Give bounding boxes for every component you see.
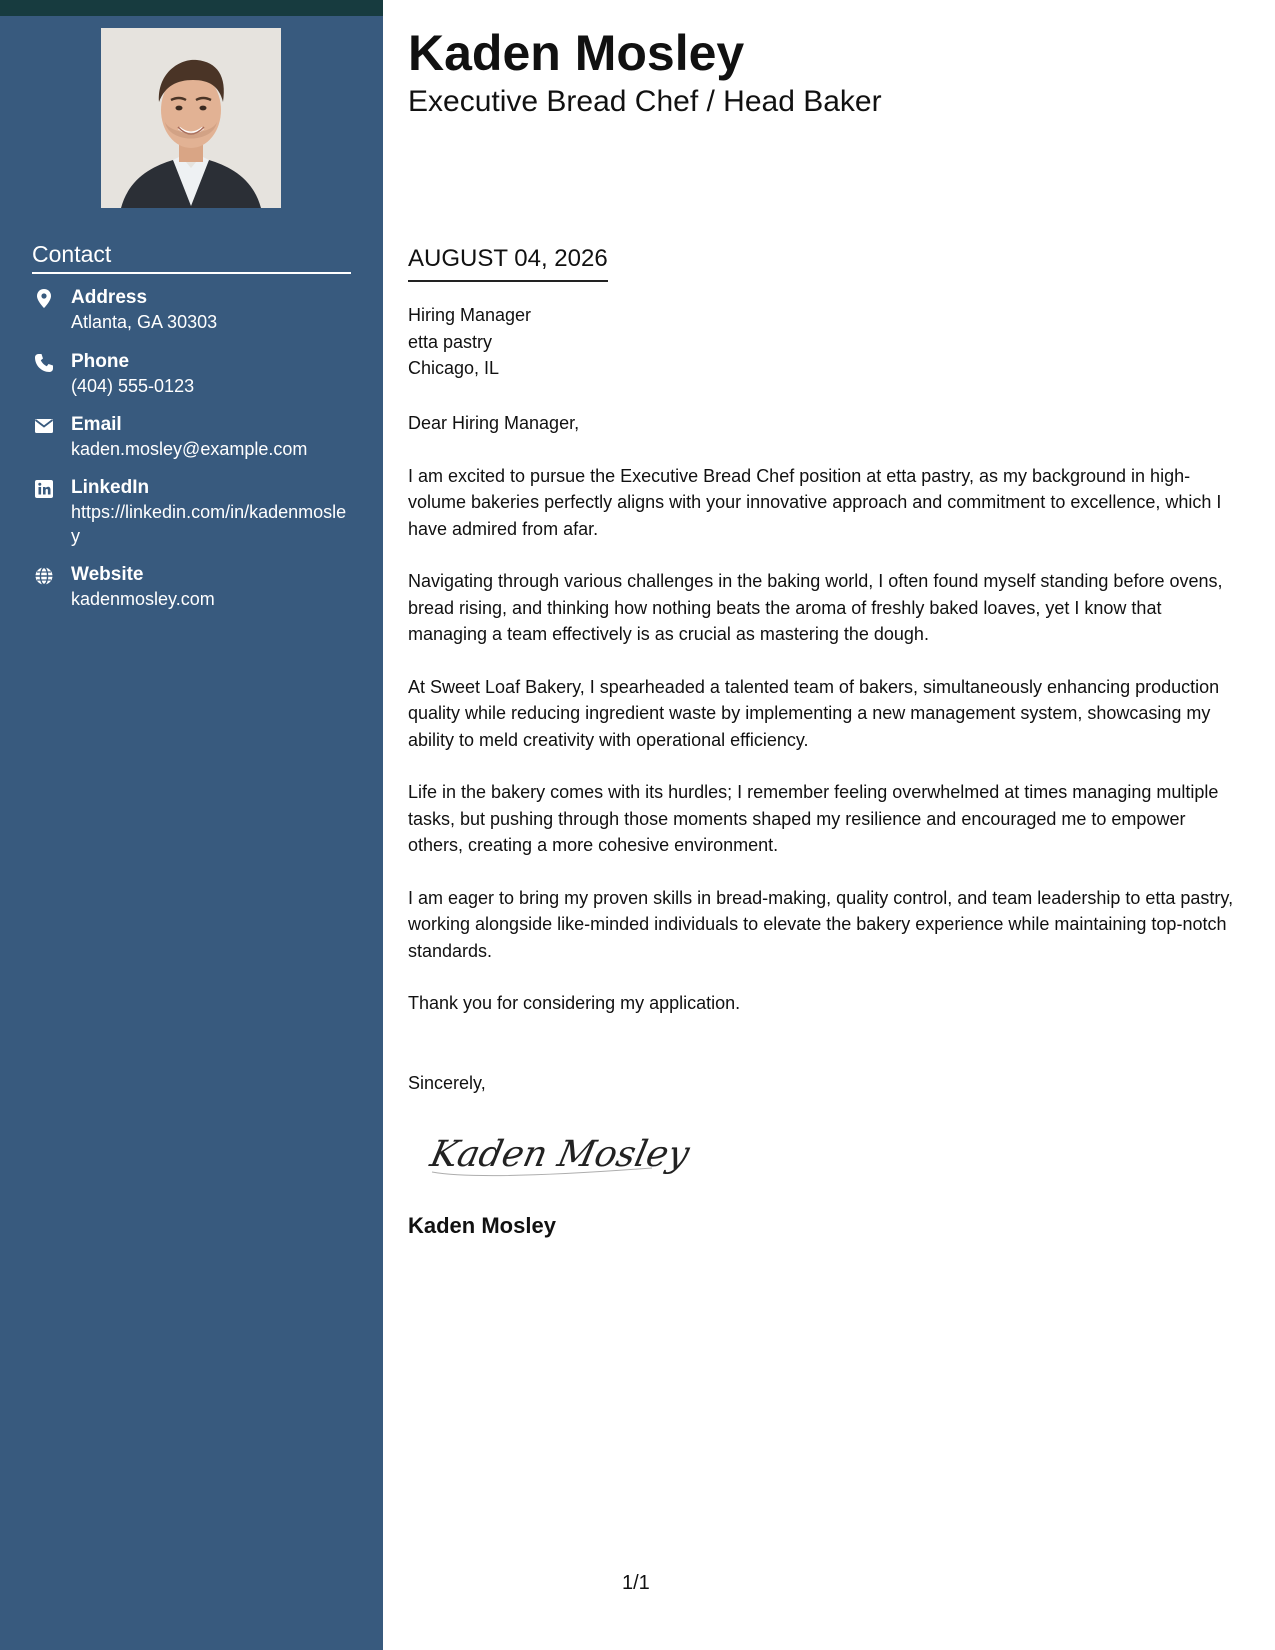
- contact-heading: Contact: [32, 240, 351, 274]
- linkedin-value[interactable]: https://linkedin.com/in/kadenmosley: [71, 502, 347, 546]
- letter-date: AUGUST 04, 2026: [408, 244, 608, 282]
- closing: Sincerely,: [408, 1073, 486, 1093]
- signer-name: Kaden Mosley: [408, 1213, 556, 1238]
- globe-icon: [32, 564, 56, 588]
- email-value[interactable]: kaden.mosley@example.com: [71, 439, 308, 459]
- applicant-title: Executive Bread Chef / Head Baker: [408, 85, 882, 118]
- website-value[interactable]: kadenmosley.com: [71, 589, 215, 609]
- letter-paragraph: I am eager to bring my proven skills in bread-making, quality control, and team leadership to etta pastry, working alongside like-minded individuals to elevate the bakery experience while maintaining top-notch standards.: [408, 887, 1234, 961]
- contact-label: Email: [71, 414, 122, 435]
- envelope-icon: [32, 414, 56, 438]
- signature-script: Kaden Mosley: [426, 1132, 694, 1175]
- linkedin-icon: [32, 477, 56, 501]
- sidebar-top-bar: [0, 0, 383, 16]
- address-value: Atlanta, GA 30303: [71, 312, 218, 332]
- recipient-block: [408, 302, 531, 382]
- contact-label: LinkedIn: [71, 477, 150, 498]
- contact-label: Phone: [71, 351, 130, 372]
- sidebar: [0, 0, 383, 1650]
- avatar: [101, 28, 281, 208]
- salutation: Dear Hiring Manager,: [408, 413, 580, 433]
- contact-label: Website: [71, 564, 144, 585]
- letter-text: [408, 410, 1243, 1043]
- applicant-name: Kaden Mosley: [408, 25, 745, 81]
- profile-photo: [101, 28, 281, 208]
- recipient-line: etta pastry: [408, 331, 493, 352]
- recipient-line: Chicago, IL: [408, 358, 500, 378]
- letter-paragraph: Navigating through various challenges in the baking world, I often found myself standing before ovens, bread rising, and thinking how nothing beats the aroma of freshly baked loaves, yet I know that managing a team effectively is as crucial as mastering the dough.: [408, 571, 1223, 644]
- phone-icon: [32, 351, 56, 375]
- letter-paragraph: At Sweet Loaf Bakery, I spearheaded a talented team of bakers, simultaneously enhancing production quality while reducing ingredient waste by implementing a new management system, showcasing my ability to meld creativity with operational efficiency.: [408, 676, 1220, 750]
- letter-paragraph: I am excited to pursue the Executive Bread Chef position at etta pastry, as my background in high-volume bakeries perfectly aligns with your innovative approach and commitment to excellence, which I have admired from afar.: [408, 465, 1222, 539]
- map-pin-icon: [32, 287, 56, 311]
- letter-paragraph: Thank you for considering my application.: [408, 993, 741, 1013]
- handwritten-signature: [426, 1122, 694, 1182]
- letter-paragraph: Life in the bakery comes with its hurdles; I remember feeling overwhelmed at times managing multiple tasks, but pushing through those moments shaped my resilience and encouraged me to empower others, creating a more cohesive environment.: [408, 782, 1219, 855]
- page-number: 1/1: [622, 1572, 650, 1594]
- phone-value: (404) 555-0123: [71, 376, 195, 396]
- contact-label: Address: [71, 287, 148, 308]
- recipient-line: Hiring Manager: [408, 305, 532, 325]
